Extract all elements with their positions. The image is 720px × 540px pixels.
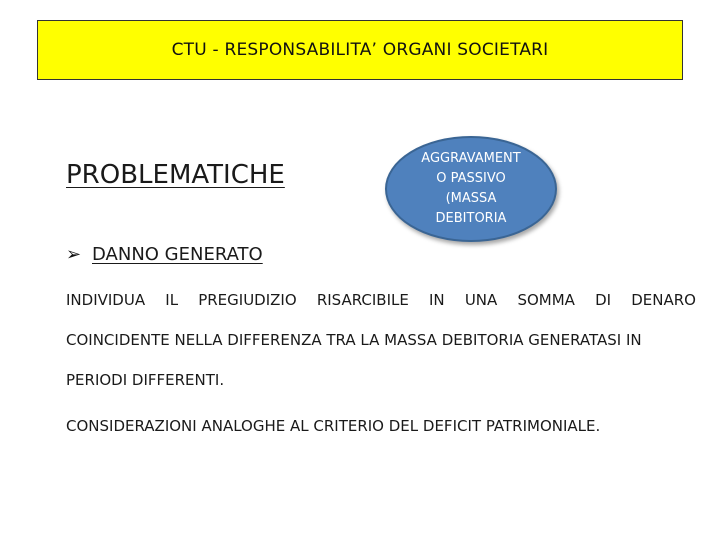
highlight-oval [385,136,557,242]
oval-line: DEBITORIA [435,211,507,226]
paragraph-considerazioni: CONSIDERAZIONI ANALOGHE AL CRITERIO DEL DEFICIT PATRIMONIALE. [66,417,601,435]
word: DENARO [631,291,696,309]
section-heading: PROBLEMATICHE [66,160,285,190]
word: DI [595,291,612,309]
arrow-bullet-icon: ➢ [66,244,82,265]
paragraph-individua [66,280,696,400]
word: SOMMA [517,291,575,309]
paragraph-line [66,280,696,320]
word: RISARCIBILE [316,291,409,309]
oval-line: O PASSIVO [436,171,506,186]
paragraph-line: COINCIDENTE NELLA DIFFERENZA TRA LA MASSA DEBITORIA GENERATASI IN [66,331,642,349]
word: IL [165,291,179,309]
slide-title: CTU - RESPONSABILITA’ ORGANI SOCIETARI [171,40,549,60]
oval-line: AGGRAVAMENT [421,151,521,166]
title-banner [37,20,683,80]
word: UNA [464,291,498,309]
word: PREGIUDIZIO [198,291,297,309]
word: INDIVIDUA [66,291,146,309]
bullet-item [66,244,263,265]
oval-line: (MASSA [445,191,497,206]
word: IN [429,291,445,309]
bullet-label: DANNO GENERATO [92,244,263,265]
paragraph-line: PERIODI DIFFERENTI. [66,371,225,389]
